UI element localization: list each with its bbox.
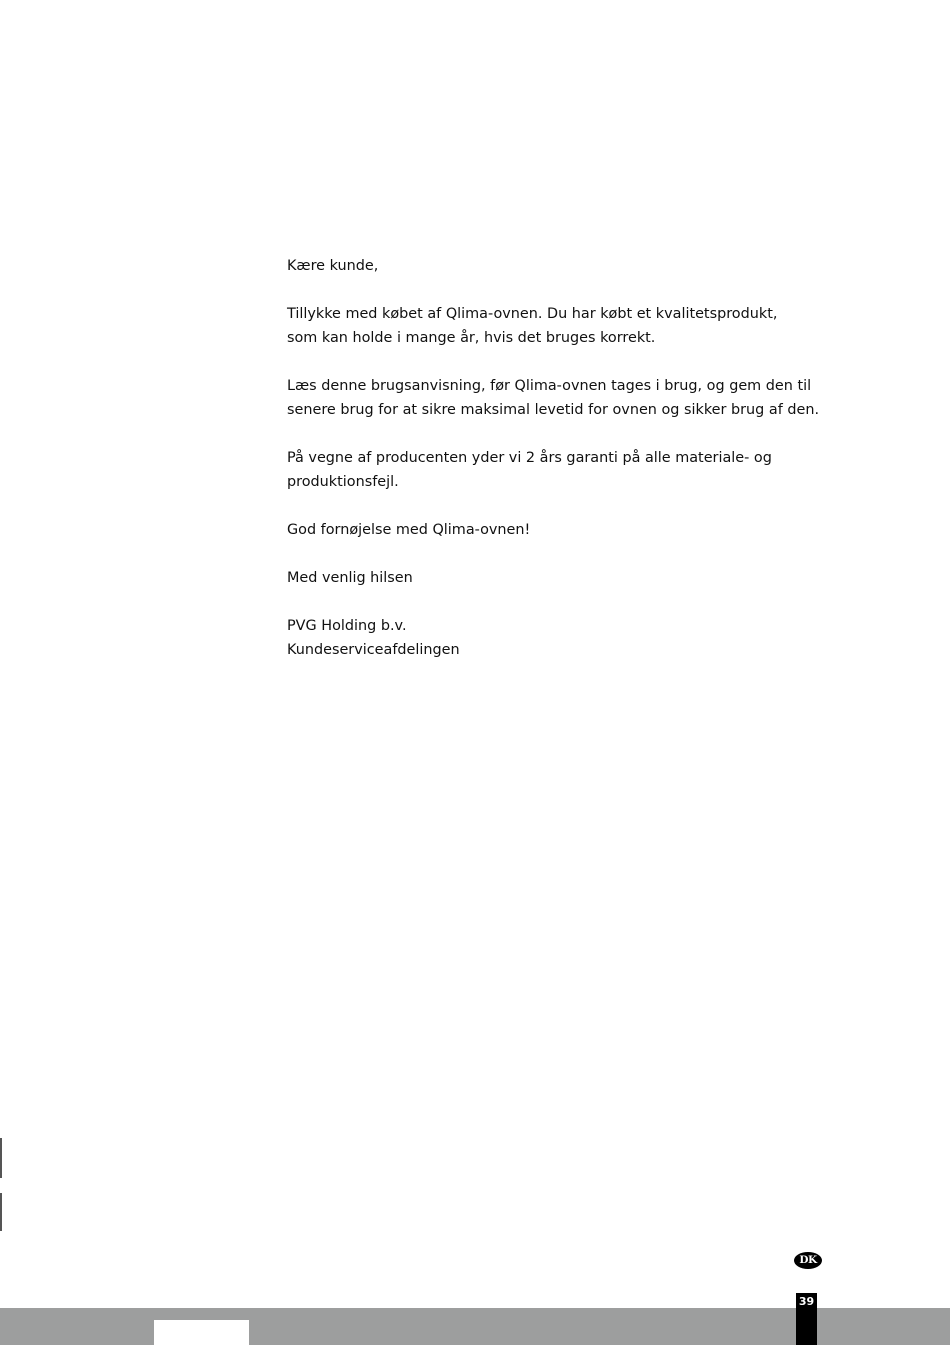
company-name: PVG Holding b.v.	[287, 618, 407, 634]
department-name: Kundeserviceafdelingen	[287, 642, 460, 658]
text-line: På vegne af producenten yder vi 2 års garanti på alle materiale- og	[287, 450, 772, 466]
letter-paragraph-warranty	[287, 446, 847, 494]
letter-sign-off: Med venlig hilsen	[287, 570, 413, 586]
letter-greeting: Kære kunde,	[287, 258, 379, 274]
language-badge: DK	[794, 1252, 822, 1269]
letter-body	[287, 254, 847, 662]
letter-signature	[287, 614, 847, 662]
letter-paragraph-instructions	[287, 374, 847, 422]
letter-paragraph-congratulations	[287, 302, 847, 350]
footer-white-box	[154, 1320, 249, 1345]
text-line: Tillykke med købet af Qlima-ovnen. Du har købt et kvalitetsprodukt,	[287, 306, 778, 322]
crop-mark	[0, 1138, 2, 1178]
text-line: som kan holde i mange år, hvis det bruges korrekt.	[287, 330, 656, 346]
page-number: 39	[798, 1295, 815, 1308]
text-line: produktionsfejl.	[287, 474, 399, 490]
text-line: senere brug for at sikre maksimal levetid for ovnen og sikker brug af den.	[287, 402, 820, 418]
letter-closing-wish: God fornøjelse med Qlima-ovnen!	[287, 522, 531, 538]
crop-mark	[0, 1193, 2, 1231]
text-line: Læs denne brugsanvisning, før Qlima-ovnen tages i brug, og gem den til	[287, 378, 812, 394]
